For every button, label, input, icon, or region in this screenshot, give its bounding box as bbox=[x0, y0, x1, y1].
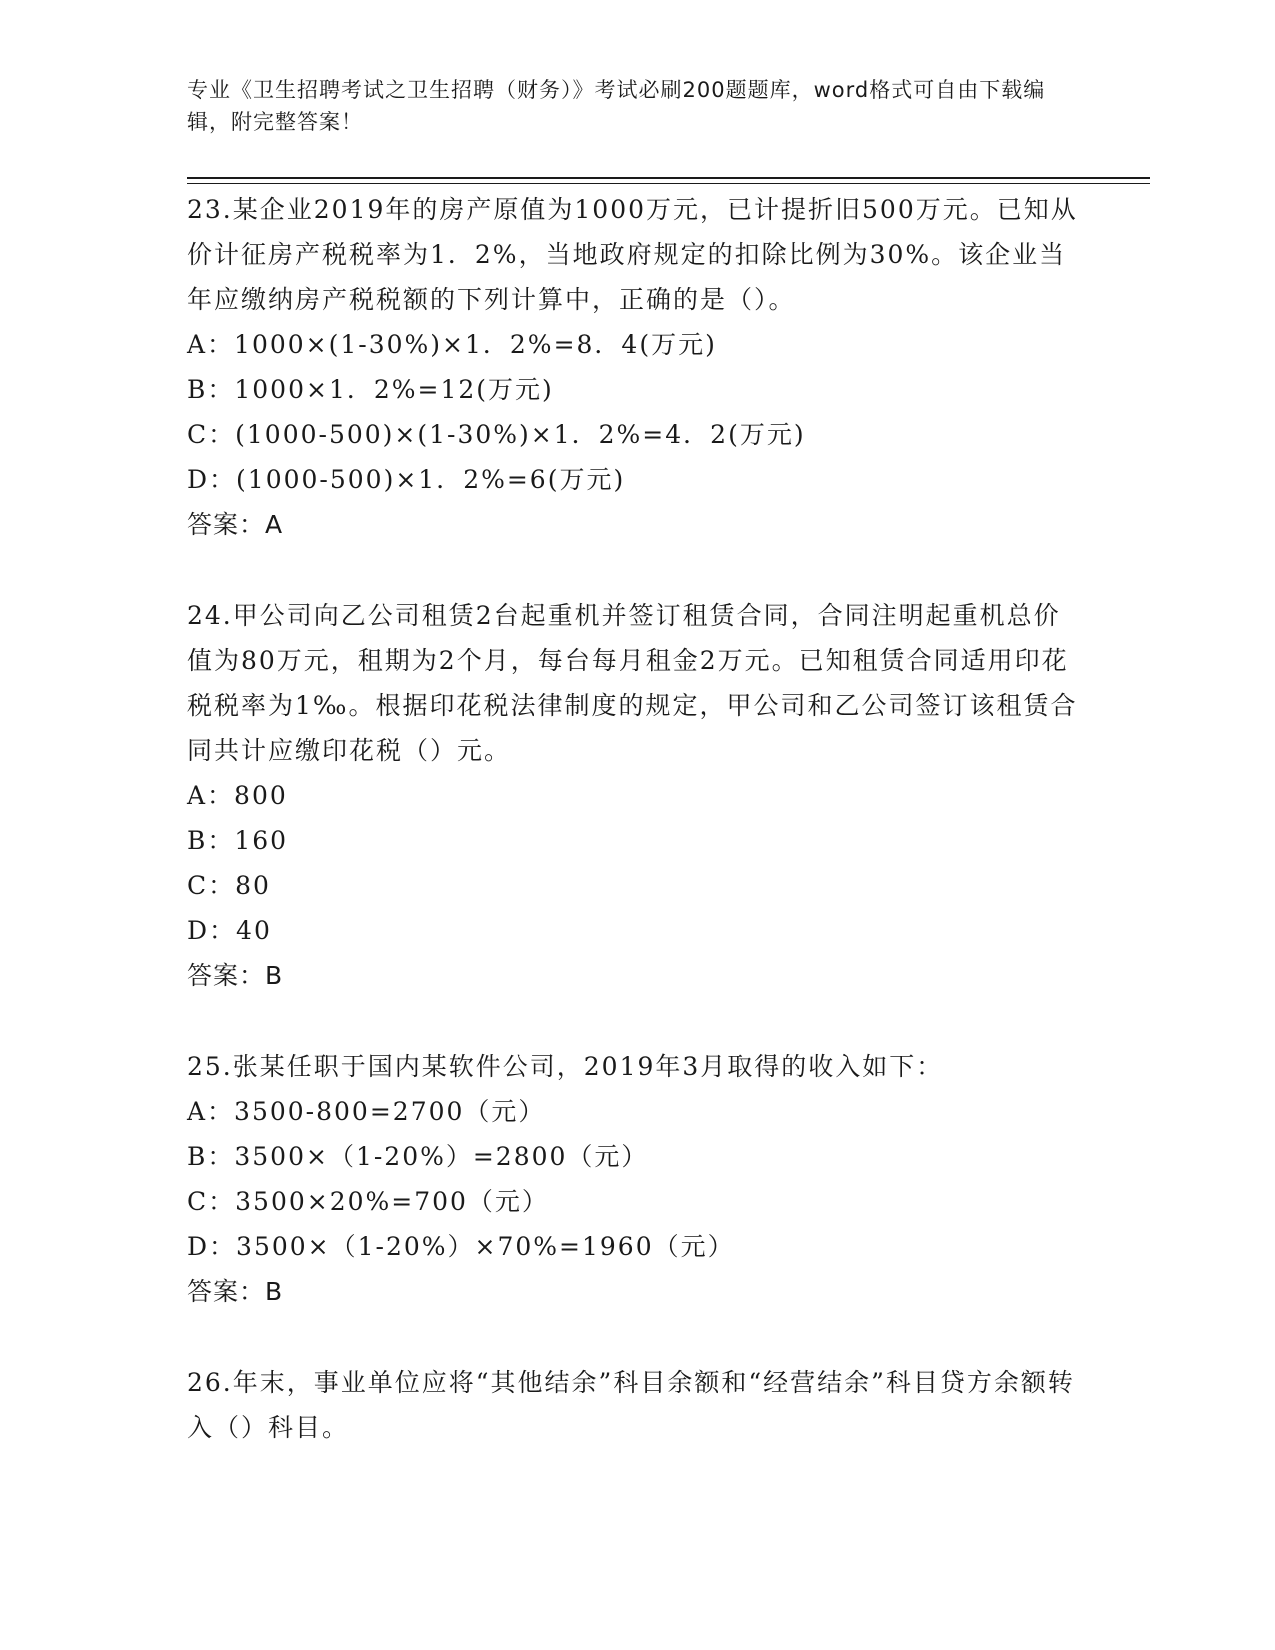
option-b: B：1000×1．2%=12(万元) bbox=[187, 375, 554, 404]
document-header: 专业《卫生招聘考试之卫生招聘（财务）》考试必刷200题题库，word格式可自由下载编辑，附完整答案！ bbox=[187, 78, 1046, 134]
question-26 bbox=[187, 1360, 1087, 1450]
question-spacer bbox=[187, 998, 1087, 1044]
header-rule-thin bbox=[187, 183, 1150, 184]
question-spacer bbox=[187, 547, 1087, 593]
question-stem: 26.年末，事业单位应将“其他结余”科目余额和“经营结余”科目贷方余额转入（）科目。 bbox=[187, 1368, 1075, 1442]
option-c: C：80 bbox=[187, 871, 271, 900]
question-25 bbox=[187, 1044, 1087, 1314]
question-answer: 答案：A bbox=[187, 510, 284, 539]
question-24 bbox=[187, 593, 1087, 998]
question-list bbox=[187, 187, 1087, 1450]
option-c: C：(1000-500)×(1-30%)×1．2%=4．2(万元) bbox=[187, 420, 806, 449]
option-a: A：3500-800=2700（元） bbox=[187, 1097, 546, 1126]
question-23 bbox=[187, 187, 1087, 547]
option-d: D：3500×（1-20%）×70%=1960（元） bbox=[187, 1232, 735, 1261]
question-answer: 答案：B bbox=[187, 1277, 284, 1306]
question-spacer bbox=[187, 1314, 1087, 1360]
question-answer: 答案：B bbox=[187, 961, 284, 990]
question-stem: 25.张某任职于国内某软件公司，2019年3月取得的收入如下： bbox=[187, 1052, 944, 1081]
option-c: C：3500×20%=700（元） bbox=[187, 1187, 549, 1216]
question-stem: 23.某企业2019年的房产原值为1000万元，已计提折旧500万元。已知从价计征房产税税率为1．2%，当地政府规定的扣除比例为30%。该企业当年应缴纳房产税税额的下列计算中，正确的是（）。 bbox=[187, 195, 1078, 314]
option-d: D：(1000-500)×1．2%=6(万元) bbox=[187, 465, 626, 494]
option-b: B：3500×（1-20%）=2800（元） bbox=[187, 1142, 649, 1171]
option-d: D：40 bbox=[187, 916, 272, 945]
option-b: B：160 bbox=[187, 826, 289, 855]
header-rule-thick bbox=[187, 177, 1150, 179]
option-a: A：1000×(1-30%)×1．2%=8．4(万元) bbox=[187, 330, 717, 359]
question-stem: 24.甲公司向乙公司租赁2台起重机并签订租赁合同，合同注明起重机总价值为80万元，租期为2个月，每台每月租金2万元。已知租赁合同适用印花税税率为1‰。根据印花税法律制度的规定，甲公司和乙公司签订该租赁合同共计应缴印花税（）元。 bbox=[187, 601, 1078, 765]
option-a: A：800 bbox=[187, 781, 288, 810]
